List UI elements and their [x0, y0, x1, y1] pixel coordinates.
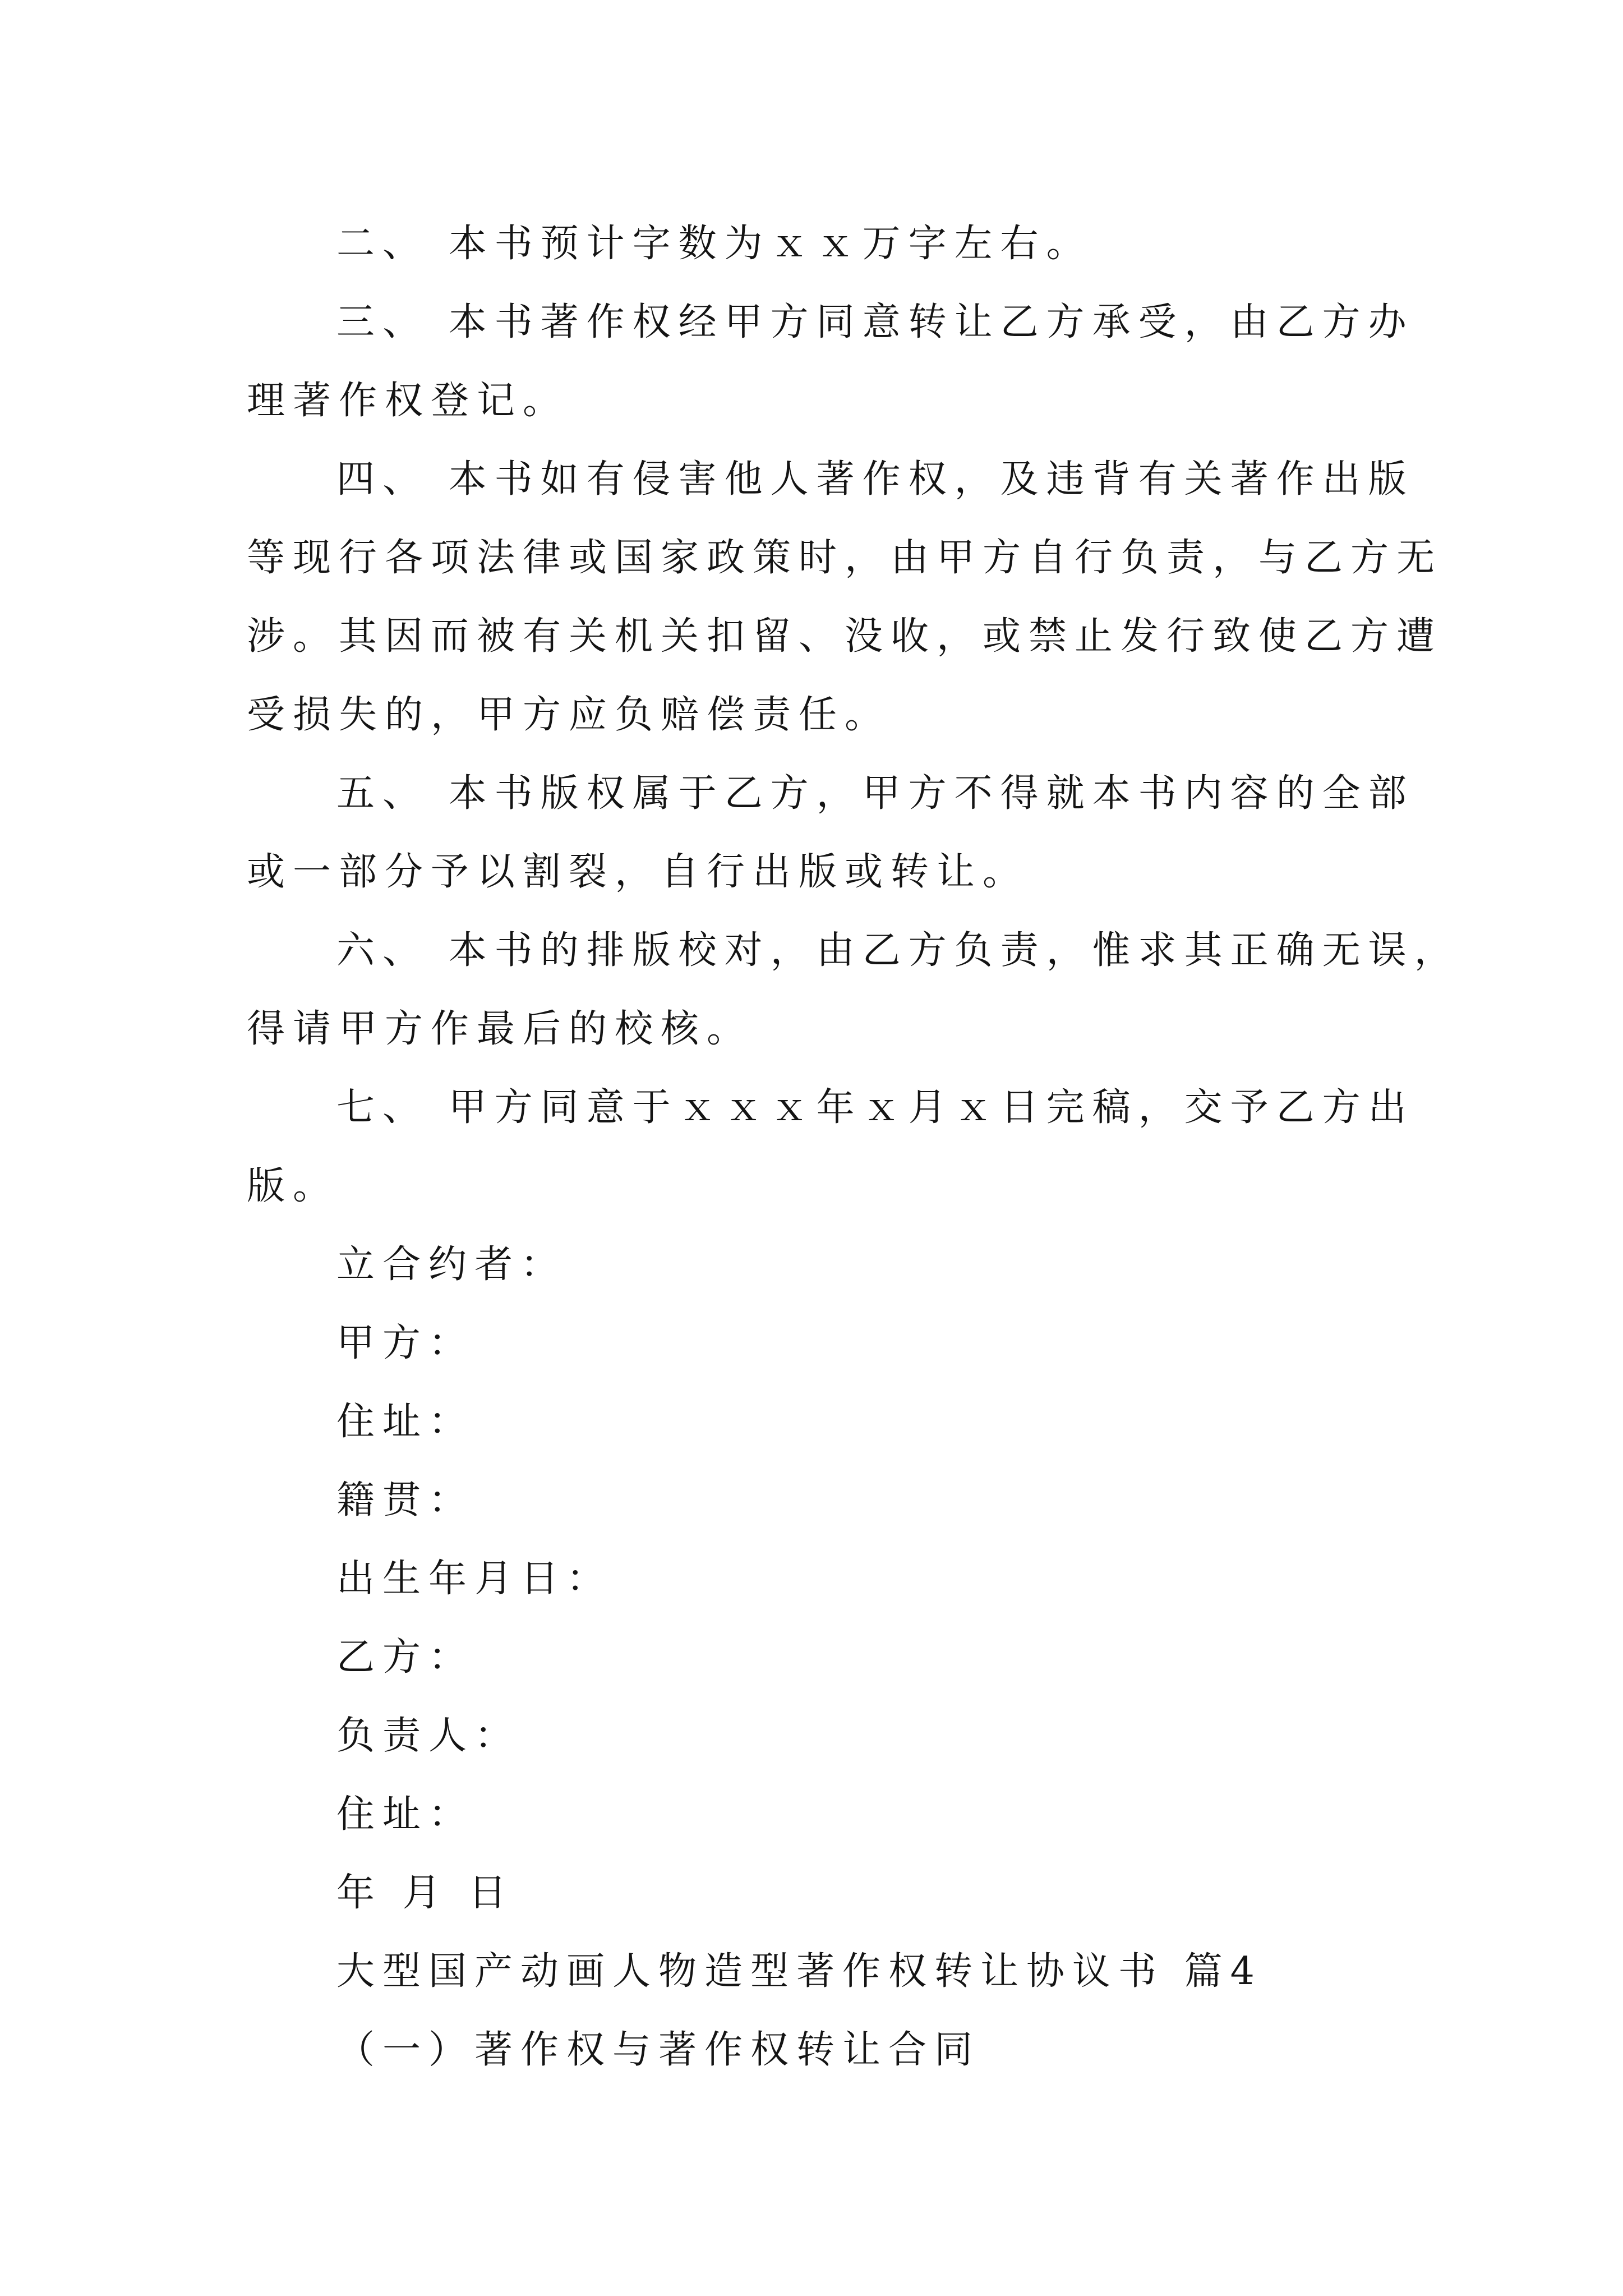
date-line: 年 月 日	[336, 1871, 515, 1915]
party-b-representative-label: 负责人：	[336, 1714, 521, 1758]
signatories-label: 立合约者：	[336, 1243, 567, 1287]
clause-3-line-2: 理著作权登记。	[247, 379, 569, 423]
clause-3-line-1: 三、 本书著作权经甲方同意转让乙方承受，由乙方办	[336, 300, 1414, 344]
clause-2-line-1: 二、 本书预计字数为ｘｘ万字左右。	[336, 222, 1092, 266]
party-a-birthdate-label: 出生年月日：	[336, 1557, 613, 1601]
section-heading: 大型国产动画人物造型著作权转让协议书 篇4	[336, 1949, 1262, 1994]
clause-7-line-1: 七、 甲方同意于ｘｘｘ年ｘ月ｘ日完稿，交予乙方出	[336, 1085, 1414, 1130]
clause-6-line-1: 六、 本书的排版校对，由乙方负责，惟求其正确无误，	[336, 928, 1460, 973]
party-a-native-place-label: 籍贯：	[336, 1478, 475, 1522]
clause-4-line-4: 受损失的，甲方应负赔偿责任。	[247, 693, 891, 737]
clause-5-line-2: 或一部分予以割裂，自行出版或转让。	[247, 850, 1029, 894]
clause-4-line-1: 四、 本书如有侵害他人著作权，及违背有关著作出版	[336, 457, 1414, 501]
clause-7-line-2: 版。	[247, 1164, 339, 1208]
subsection-heading: （一）著作权与著作权转让合同	[336, 2028, 981, 2072]
clause-4-line-2: 等现行各项法律或国家政策时，由甲方自行负责，与乙方无	[247, 536, 1443, 580]
party-b-address-label: 住址：	[336, 1792, 475, 1837]
clause-6-line-2: 得请甲方作最后的校核。	[247, 1007, 753, 1051]
party-b-label: 乙方：	[336, 1635, 475, 1680]
clause-5-line-1: 五、 本书版权属于乙方，甲方不得就本书内容的全部	[336, 771, 1414, 816]
party-a-label: 甲方：	[336, 1321, 475, 1365]
party-a-address-label: 住址：	[336, 1400, 475, 1444]
clause-4-line-3: 涉。其因而被有关机关扣留、没收，或禁止发行致使乙方遭	[247, 614, 1443, 659]
